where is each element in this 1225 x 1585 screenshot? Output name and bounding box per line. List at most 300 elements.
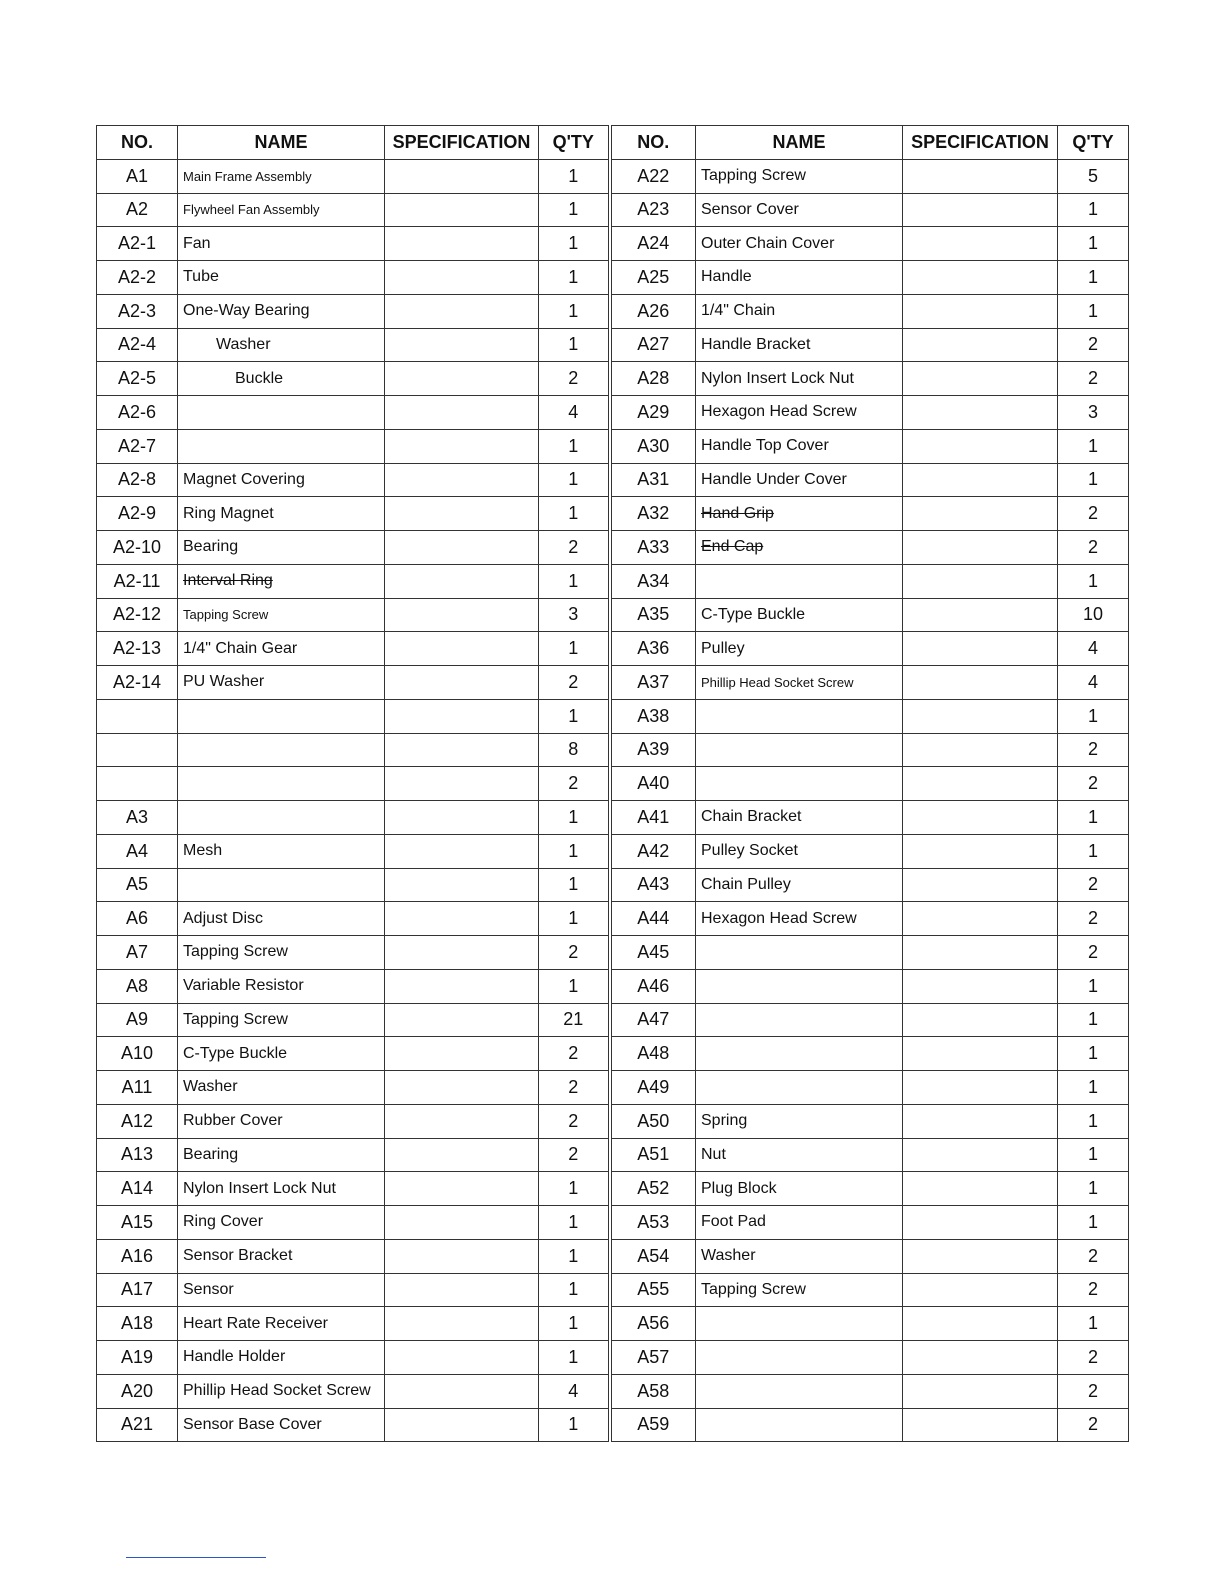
part-no-left-text: A4	[125, 840, 149, 861]
part-no-right	[610, 1408, 696, 1442]
part-name-left-text: Interval Ring	[183, 572, 273, 590]
part-name-left-text: Mesh	[183, 842, 223, 860]
part-qty-right	[1058, 396, 1129, 430]
part-no-right-text: A48	[637, 1043, 670, 1064]
part-no-left	[97, 969, 178, 1003]
part-no-right-text: A54	[637, 1245, 670, 1266]
part-name-left	[178, 362, 385, 396]
part-qty-left	[539, 699, 610, 733]
part-qty-left-text: 2	[568, 671, 579, 692]
table-row	[97, 801, 1129, 835]
part-name-left-text: Tapping Screw	[183, 1010, 288, 1028]
table-row	[97, 1273, 1129, 1307]
part-spec-right	[903, 1003, 1058, 1037]
part-no-left	[97, 666, 178, 700]
part-name-left	[178, 261, 385, 295]
part-qty-right-text: 2	[1087, 773, 1098, 794]
part-qty-left	[539, 1307, 610, 1341]
part-qty-right-text: 1	[1087, 199, 1098, 220]
part-spec-left	[385, 868, 539, 902]
part-qty-left-text: 1	[568, 570, 579, 591]
part-no-left-text: A1	[125, 165, 149, 186]
part-qty-left	[539, 328, 610, 362]
part-name-left-text: Flywheel Fan Assembly	[183, 202, 320, 218]
part-name-right-text: Spring	[701, 1112, 748, 1130]
part-qty-left	[539, 1239, 610, 1273]
part-name-right	[696, 564, 903, 598]
part-no-right-text: A32	[637, 503, 670, 524]
table-row	[97, 1341, 1129, 1375]
part-name-left-text: Sensor	[183, 1280, 234, 1298]
part-no-right	[610, 902, 696, 936]
part-name-left-text: C-Type Buckle	[183, 1044, 288, 1062]
part-qty-left	[539, 1374, 610, 1408]
part-name-right	[696, 1239, 903, 1273]
part-no-right-text: A51	[637, 1144, 670, 1165]
part-spec-right	[903, 1172, 1058, 1206]
part-name-right-text: 1/4" Chain	[701, 302, 776, 320]
part-name-left	[178, 429, 385, 463]
part-qty-left	[539, 1138, 610, 1172]
part-spec-right	[903, 834, 1058, 868]
part-no-left-text: A2-11	[113, 570, 161, 591]
part-name-left-text: 1/4" Chain Gear	[183, 639, 298, 657]
part-name-right	[696, 1206, 903, 1240]
parts-list-table	[96, 125, 1129, 1442]
part-name-right-text: Tapping Screw	[701, 1280, 806, 1298]
part-name-left	[178, 1408, 385, 1442]
part-spec-left	[385, 531, 539, 565]
part-no-left-text: A12	[120, 1110, 154, 1131]
table-row	[97, 531, 1129, 565]
part-spec-right	[903, 632, 1058, 666]
part-name-right	[696, 1172, 903, 1206]
part-name-left	[178, 936, 385, 970]
part-name-left	[178, 632, 385, 666]
part-no-left	[97, 1172, 178, 1206]
part-qty-right-text: 2	[1087, 368, 1098, 389]
part-name-left	[178, 834, 385, 868]
part-name-left	[178, 699, 385, 733]
part-qty-right-text: 1	[1087, 435, 1098, 456]
part-spec-left	[385, 801, 539, 835]
part-qty-right	[1058, 1037, 1129, 1071]
part-no-right-text: A38	[637, 705, 670, 726]
part-spec-right	[903, 868, 1058, 902]
part-no-right	[610, 1273, 696, 1307]
part-qty-right-text: 2	[1087, 536, 1098, 557]
part-qty-left-text: 2	[568, 1043, 579, 1064]
part-name-right	[696, 902, 903, 936]
part-spec-right	[903, 666, 1058, 700]
part-name-right-text: Pulley	[701, 639, 745, 657]
part-no-right	[610, 632, 696, 666]
part-name-right-text: Plug Block	[701, 1179, 777, 1197]
part-name-right	[696, 868, 903, 902]
part-name-left-text: One-Way Bearing	[183, 302, 310, 320]
part-spec-left	[385, 564, 539, 598]
part-name-left-text: Sensor Base Cover	[183, 1415, 322, 1433]
part-no-left-text: A2-1	[117, 233, 157, 254]
part-no-right	[610, 1374, 696, 1408]
part-qty-right-text: 1	[1087, 1076, 1098, 1097]
part-no-right-text: A39	[637, 739, 670, 760]
part-spec-left	[385, 1037, 539, 1071]
part-name-left-text: Bearing	[183, 1145, 239, 1163]
part-no-left-text: A18	[120, 1313, 154, 1334]
part-qty-right-text: 4	[1087, 671, 1098, 692]
part-no-right	[610, 834, 696, 868]
table-row	[97, 564, 1129, 598]
part-no-left-text: A2-14	[112, 671, 162, 692]
part-qty-right-text: 2	[1087, 1279, 1098, 1300]
part-no-left	[97, 801, 178, 835]
part-spec-right	[903, 1138, 1058, 1172]
part-spec-right	[903, 463, 1058, 497]
part-qty-right	[1058, 497, 1129, 531]
table-row	[97, 936, 1129, 970]
part-spec-left	[385, 1172, 539, 1206]
part-qty-left-text: 1	[568, 266, 579, 287]
part-qty-left	[539, 1003, 610, 1037]
part-no-left-text: A2-4	[117, 334, 157, 355]
part-name-right	[696, 1138, 903, 1172]
part-qty-left-text: 2	[568, 536, 579, 557]
part-spec-right	[903, 767, 1058, 801]
table-row	[97, 598, 1129, 632]
part-spec-right	[903, 1037, 1058, 1071]
part-name-left	[178, 1003, 385, 1037]
part-spec-right	[903, 936, 1058, 970]
part-no-right-text: A36	[637, 638, 670, 659]
part-qty-right-text: 1	[1087, 806, 1098, 827]
part-no-right	[610, 1003, 696, 1037]
part-no-right	[610, 328, 696, 362]
part-no-right-text: A35	[637, 604, 670, 625]
part-qty-right	[1058, 834, 1129, 868]
part-name-left	[178, 1374, 385, 1408]
part-no-left-text: A10	[120, 1043, 154, 1064]
table-row	[97, 294, 1129, 328]
part-name-left-text: Variable Resistor	[183, 977, 304, 995]
part-spec-right	[903, 1341, 1058, 1375]
part-no-left-text: A20	[120, 1380, 154, 1401]
part-qty-right	[1058, 936, 1129, 970]
part-qty-left-text: 3	[568, 604, 579, 625]
part-qty-right-text: 1	[1087, 233, 1098, 254]
part-no-left-text: A2-3	[117, 300, 157, 321]
part-no-right	[610, 699, 696, 733]
part-qty-left	[539, 1341, 610, 1375]
part-name-right	[696, 396, 903, 430]
part-qty-left-text: 1	[568, 469, 579, 490]
table-row	[97, 868, 1129, 902]
part-spec-right	[903, 1239, 1058, 1273]
part-no-right	[610, 1172, 696, 1206]
footer-link-underline[interactable]	[126, 1557, 266, 1558]
part-spec-right	[903, 699, 1058, 733]
part-spec-left	[385, 227, 539, 261]
part-no-right-text: A41	[637, 806, 670, 827]
part-no-right-text: A28	[637, 368, 670, 389]
part-name-right	[696, 598, 903, 632]
part-no-right	[610, 1071, 696, 1105]
part-qty-right	[1058, 193, 1129, 227]
part-spec-right	[903, 294, 1058, 328]
part-name-right-text: Outer Chain Cover	[701, 234, 835, 252]
part-qty-left-text: 1	[568, 840, 579, 861]
header-no-right: NO.	[610, 126, 696, 160]
part-name-left-text: Tapping Screw	[183, 607, 269, 623]
part-no-left	[97, 261, 178, 295]
part-qty-left	[539, 666, 610, 700]
part-qty-left-text: 1	[568, 1313, 579, 1334]
part-no-left-text: A17	[120, 1279, 154, 1300]
part-name-left	[178, 463, 385, 497]
part-name-left	[178, 328, 385, 362]
part-spec-left	[385, 362, 539, 396]
part-name-left-text: Heart Rate Receiver	[183, 1314, 328, 1332]
part-name-left	[178, 1138, 385, 1172]
part-qty-left	[539, 159, 610, 193]
part-no-left-text: A2-7	[117, 435, 157, 456]
part-qty-left-text: 1	[568, 1178, 579, 1199]
table-row	[97, 159, 1129, 193]
part-no-left	[97, 834, 178, 868]
table-row	[97, 463, 1129, 497]
part-no-left	[97, 159, 178, 193]
part-no-left-text: A2-8	[117, 469, 157, 490]
table-row	[97, 1172, 1129, 1206]
part-qty-right-text: 2	[1087, 908, 1098, 929]
part-qty-right-text: 1	[1087, 1144, 1098, 1165]
part-name-right	[696, 1307, 903, 1341]
part-name-right-text: Hexagon Head Screw	[701, 403, 857, 421]
part-no-right	[610, 1341, 696, 1375]
table-row	[97, 767, 1129, 801]
header-row	[97, 126, 1129, 160]
part-qty-right-text: 1	[1087, 1313, 1098, 1334]
part-name-left-text: Washer	[183, 1078, 238, 1096]
part-no-right	[610, 193, 696, 227]
part-no-right-text: A45	[637, 941, 670, 962]
part-qty-right-text: 1	[1087, 266, 1098, 287]
part-spec-right	[903, 362, 1058, 396]
part-name-right	[696, 1104, 903, 1138]
part-qty-right-text: 10	[1082, 604, 1104, 625]
part-qty-left-text: 1	[568, 165, 579, 186]
part-no-left-text: A5	[125, 874, 149, 895]
part-qty-left-text: 1	[568, 435, 579, 456]
part-no-left	[97, 1104, 178, 1138]
part-qty-right-text: 2	[1087, 941, 1098, 962]
part-qty-left-text: 1	[568, 975, 579, 996]
part-no-left	[97, 868, 178, 902]
part-name-right	[696, 936, 903, 970]
part-qty-right-text: 1	[1087, 1009, 1098, 1030]
part-name-left	[178, 531, 385, 565]
table-row	[97, 1104, 1129, 1138]
part-no-right-text: A40	[637, 773, 670, 794]
part-spec-right	[903, 193, 1058, 227]
part-spec-left	[385, 767, 539, 801]
part-qty-right	[1058, 1408, 1129, 1442]
part-no-left	[97, 1003, 178, 1037]
part-no-left-text: A9	[125, 1009, 149, 1030]
part-name-right-text: Handle Top Cover	[701, 437, 829, 455]
part-no-left	[97, 1071, 178, 1105]
part-qty-left	[539, 463, 610, 497]
part-spec-right	[903, 801, 1058, 835]
part-qty-right-text: 1	[1087, 1043, 1098, 1064]
part-no-left	[97, 902, 178, 936]
part-name-right	[696, 159, 903, 193]
part-spec-left	[385, 396, 539, 430]
part-qty-right	[1058, 1138, 1129, 1172]
part-qty-right	[1058, 699, 1129, 733]
part-spec-right	[903, 497, 1058, 531]
part-name-left	[178, 497, 385, 531]
part-name-left	[178, 902, 385, 936]
part-name-right-text: Handle Under Cover	[701, 470, 847, 488]
part-name-right	[696, 362, 903, 396]
part-qty-right	[1058, 328, 1129, 362]
part-name-left	[178, 1206, 385, 1240]
part-qty-right	[1058, 1374, 1129, 1408]
part-name-right-text: Hand Grip	[701, 504, 774, 522]
part-qty-right	[1058, 294, 1129, 328]
part-qty-left-text: 1	[568, 199, 579, 220]
part-no-right-text: A26	[637, 300, 670, 321]
part-name-left-text: Handle Holder	[183, 1348, 286, 1366]
part-no-right-text: A25	[637, 266, 670, 287]
part-qty-right	[1058, 801, 1129, 835]
part-no-left	[97, 1206, 178, 1240]
part-name-left	[178, 767, 385, 801]
part-name-left-text: Fan	[183, 234, 211, 252]
part-name-left	[178, 159, 385, 193]
part-qty-right	[1058, 1003, 1129, 1037]
table-row	[97, 1138, 1129, 1172]
part-name-right	[696, 699, 903, 733]
part-qty-right-text: 2	[1087, 739, 1098, 760]
part-name-left	[178, 733, 385, 767]
part-no-left-text: A16	[120, 1245, 154, 1266]
part-spec-left	[385, 666, 539, 700]
part-qty-left-text: 4	[568, 401, 579, 422]
part-qty-right	[1058, 1341, 1129, 1375]
part-qty-left-text: 1	[568, 334, 579, 355]
part-name-left	[178, 1239, 385, 1273]
part-spec-left	[385, 1104, 539, 1138]
part-qty-right	[1058, 969, 1129, 1003]
part-no-right-text: A37	[637, 671, 670, 692]
part-name-right-text: Handle Bracket	[701, 335, 811, 353]
part-no-right-text: A55	[637, 1279, 670, 1300]
part-name-right	[696, 1273, 903, 1307]
header-name-left: NAME	[178, 126, 385, 160]
part-name-left-text: PU Washer	[183, 673, 265, 691]
part-name-right-text: End Cap	[701, 538, 764, 556]
table-row	[97, 1239, 1129, 1273]
part-qty-left-text: 1	[568, 1211, 579, 1232]
part-name-right	[696, 328, 903, 362]
part-no-left	[97, 564, 178, 598]
part-no-left	[97, 1239, 178, 1273]
part-no-right	[610, 463, 696, 497]
part-qty-right-text: 1	[1087, 300, 1098, 321]
part-no-right-text: A30	[637, 435, 670, 456]
part-qty-left	[539, 632, 610, 666]
part-spec-right	[903, 1408, 1058, 1442]
part-no-left-text: A15	[120, 1211, 154, 1232]
part-no-left	[97, 598, 178, 632]
part-spec-left	[385, 632, 539, 666]
part-qty-left-text: 2	[568, 941, 579, 962]
part-name-left-text: Main Frame Assembly	[183, 168, 312, 184]
part-spec-left	[385, 1239, 539, 1273]
part-qty-right	[1058, 733, 1129, 767]
part-qty-left	[539, 1273, 610, 1307]
part-no-left	[97, 1037, 178, 1071]
part-qty-right	[1058, 632, 1129, 666]
part-qty-left	[539, 936, 610, 970]
part-name-right-text: Pulley Socket	[701, 842, 798, 860]
part-no-left-text: A19	[120, 1346, 154, 1367]
part-qty-right	[1058, 666, 1129, 700]
part-spec-left	[385, 969, 539, 1003]
part-no-right	[610, 1307, 696, 1341]
part-qty-left	[539, 1172, 610, 1206]
part-qty-left	[539, 497, 610, 531]
part-qty-right	[1058, 868, 1129, 902]
part-spec-left	[385, 1307, 539, 1341]
part-name-left-text: Sensor Bracket	[183, 1247, 293, 1265]
part-no-left-text: A11	[121, 1076, 153, 1097]
part-qty-right-text: 1	[1087, 570, 1098, 591]
part-no-left	[97, 227, 178, 261]
table-row	[97, 1408, 1129, 1442]
part-qty-left	[539, 902, 610, 936]
part-name-left	[178, 1341, 385, 1375]
part-qty-right	[1058, 564, 1129, 598]
part-name-right	[696, 227, 903, 261]
part-no-left-text: A6	[125, 908, 149, 929]
part-name-right-text: Nylon Insert Lock Nut	[701, 369, 854, 387]
part-name-left	[178, 1104, 385, 1138]
table-row	[97, 733, 1129, 767]
part-qty-right	[1058, 463, 1129, 497]
part-spec-right	[903, 1071, 1058, 1105]
part-qty-right-text: 2	[1087, 1414, 1098, 1435]
part-name-right	[696, 666, 903, 700]
part-spec-right	[903, 564, 1058, 598]
part-no-right-text: A56	[637, 1313, 670, 1334]
part-spec-left	[385, 193, 539, 227]
part-no-left	[97, 936, 178, 970]
part-qty-left	[539, 969, 610, 1003]
part-no-left	[97, 328, 178, 362]
table-row	[97, 969, 1129, 1003]
part-spec-left	[385, 429, 539, 463]
part-name-left	[178, 227, 385, 261]
part-name-left	[178, 564, 385, 598]
part-qty-right-text: 2	[1087, 874, 1098, 895]
part-no-left	[97, 1374, 178, 1408]
part-name-left	[178, 396, 385, 430]
part-no-right-text: A22	[637, 165, 670, 186]
part-qty-left	[539, 733, 610, 767]
